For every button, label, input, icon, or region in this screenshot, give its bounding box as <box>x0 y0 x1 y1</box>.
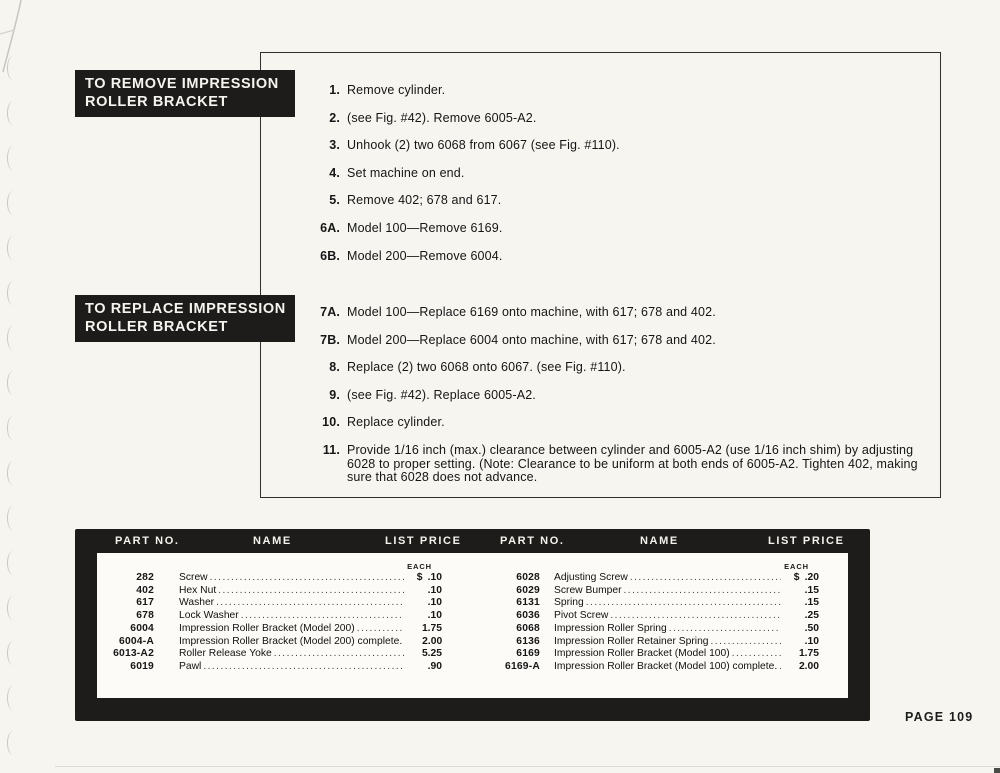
steps-remove <box>306 84 928 277</box>
part-price: .10 <box>804 635 819 647</box>
step-text: Model 100—Replace 6169 onto machine, with 617; 678 and 402. <box>347 305 716 319</box>
corner-curl-crease <box>0 0 40 90</box>
part-price: 1.75 <box>798 648 819 660</box>
part-row <box>492 648 819 661</box>
part-number: 6004 <box>130 622 154 634</box>
part-price: .50 <box>804 622 819 634</box>
step-number: 7A. <box>320 305 340 319</box>
part-number: 617 <box>136 597 154 609</box>
step-text: (see Fig. #42). Remove 6005-A2. <box>347 110 537 125</box>
part-row <box>99 572 442 585</box>
step-number: 10. <box>322 415 340 430</box>
dot-leader <box>610 610 781 623</box>
part-name: Roller Release Yoke <box>179 648 272 660</box>
part-number: 6019 <box>130 660 154 672</box>
part-price: .10 <box>427 584 442 596</box>
part-price: 1.75 <box>421 622 442 634</box>
parts-rows-right <box>492 572 819 674</box>
dot-leader <box>586 597 781 610</box>
column-header-name: NAME <box>640 535 679 547</box>
dot-leader <box>274 648 404 661</box>
step-number: 6B. <box>320 248 340 263</box>
binding-hole-mark <box>7 596 17 620</box>
step-number: 11. <box>322 442 340 457</box>
binding-hole-mark <box>7 236 17 260</box>
step-item <box>306 139 928 153</box>
step-item <box>306 361 928 375</box>
step-number: 1. <box>329 83 340 97</box>
part-number: 6013-A2 <box>113 648 154 660</box>
steps-replace <box>306 306 928 499</box>
step-number: 2. <box>329 110 340 125</box>
step-item <box>306 334 928 348</box>
step-text: Model 100—Remove 6169. <box>347 220 503 235</box>
part-row <box>99 648 442 661</box>
step-number: 8. <box>329 360 340 375</box>
part-row <box>492 623 819 636</box>
dot-leader <box>624 585 781 598</box>
heading-line-2: ROLLER BRACKET <box>85 93 228 110</box>
part-number: 678 <box>136 610 154 622</box>
part-price: .10 <box>427 610 442 622</box>
part-row <box>99 597 442 610</box>
step-item <box>306 194 928 208</box>
heading-line-1: TO REPLACE IMPRESSION <box>85 301 286 317</box>
part-row <box>492 585 819 598</box>
step-text: Replace (2) two 6068 onto 6067. (see Fig. #110). <box>347 360 626 375</box>
part-row <box>492 661 819 674</box>
scan-corner-mark <box>994 768 1000 773</box>
step-text: Model 200—Remove 6004. <box>347 248 503 263</box>
part-row <box>99 610 442 623</box>
step-item <box>306 84 928 98</box>
part-row <box>492 572 819 585</box>
part-price: 2.00 <box>422 635 443 647</box>
column-header-part-no: PART NO. <box>500 535 565 547</box>
scan-edge-line <box>55 766 1000 767</box>
part-name: Adjusting Screw <box>554 572 628 583</box>
step-text: Remove cylinder. <box>347 83 446 97</box>
section-heading-replace <box>75 295 295 342</box>
parts-column-left <box>99 562 442 674</box>
part-name: Impression Roller Bracket (Model 200) complete. <box>179 635 403 647</box>
binding-hole-mark <box>7 731 17 755</box>
part-name: Lock Washer <box>179 610 239 622</box>
step-number: 3. <box>329 138 340 153</box>
part-price: .25 <box>804 610 819 622</box>
part-number: 6131 <box>516 597 540 609</box>
page-number: PAGE 109 <box>905 710 974 724</box>
binding-hole-mark <box>7 506 17 530</box>
part-number: 6136 <box>516 635 540 647</box>
binding-hole-mark <box>7 191 17 215</box>
part-price: .10 <box>427 597 442 609</box>
step-text: Replace cylinder. <box>347 415 445 430</box>
part-number: 6029 <box>516 584 540 596</box>
step-item <box>306 444 928 485</box>
step-number: 6A. <box>320 220 340 235</box>
dot-leader <box>218 585 404 598</box>
step-text: Unhook (2) two 6068 from 6067 (see Fig. #110). <box>347 138 620 153</box>
section-heading-remove <box>75 70 295 117</box>
binding-hole-mark <box>7 416 17 440</box>
column-header-list-price: LIST PRICE <box>768 535 845 547</box>
part-name: Screw Bumper <box>554 584 622 596</box>
part-number: 282 <box>136 572 154 583</box>
each-label: EACH <box>407 562 432 571</box>
part-name: Impression Roller Retainer Spring <box>554 635 709 647</box>
binding-hole-mark <box>7 461 17 485</box>
dot-leader <box>711 636 781 649</box>
binding-hole-mark <box>7 146 17 170</box>
step-number: 7B. <box>320 332 340 347</box>
part-row <box>99 636 442 649</box>
binding-hole-mark <box>7 551 17 575</box>
part-name: Pivot Screw <box>554 610 609 622</box>
binding-hole-mark <box>7 371 17 395</box>
part-number: 6036 <box>516 610 540 622</box>
dot-leader <box>210 572 404 585</box>
part-name: Spring <box>554 597 584 609</box>
part-price: $ .10 <box>416 572 442 583</box>
part-price: .15 <box>804 597 819 609</box>
part-name: Impression Roller Bracket (Model 100) complete. <box>554 660 778 672</box>
part-row <box>492 636 819 649</box>
part-name: Screw <box>179 572 208 583</box>
heading-line-2: ROLLER BRACKET <box>85 318 228 335</box>
step-item <box>306 416 928 430</box>
part-price: 5.25 <box>421 648 442 660</box>
part-row <box>99 585 442 598</box>
step-item <box>306 250 928 264</box>
dot-leader <box>779 661 781 674</box>
column-header-list-price: LIST PRICE <box>385 535 462 547</box>
step-item <box>306 112 928 126</box>
part-name: Hex Nut <box>179 584 217 596</box>
part-name: Impression Roller Bracket (Model 200) <box>179 622 355 634</box>
dot-leader <box>241 610 404 623</box>
part-number: 6169-A <box>505 660 540 672</box>
binding-hole-mark <box>7 641 17 665</box>
binding-hole-mark <box>7 326 17 350</box>
column-header-name: NAME <box>253 535 292 547</box>
part-row <box>492 597 819 610</box>
part-name: Impression Roller Bracket (Model 100) <box>554 648 730 660</box>
column-header-part-no: PART NO. <box>115 535 180 547</box>
parts-column-right <box>492 562 819 674</box>
step-text: Model 200—Replace 6004 onto machine, with 617; 678 and 402. <box>347 332 716 347</box>
dot-leader <box>203 661 404 674</box>
parts-rows-left <box>99 572 442 674</box>
part-row <box>492 610 819 623</box>
step-text: Remove 402; 678 and 617. <box>347 193 502 208</box>
dot-leader <box>669 623 781 636</box>
binding-hole-mark <box>7 101 17 125</box>
binding-hole-mark <box>7 686 17 710</box>
part-price: 2.00 <box>798 660 819 672</box>
part-number: 6169 <box>516 648 540 660</box>
part-price: $ .20 <box>793 572 819 583</box>
dot-leader <box>630 572 781 585</box>
each-label: EACH <box>784 562 809 571</box>
step-item <box>306 222 928 236</box>
parts-price-table <box>75 529 870 721</box>
step-text: Set machine on end. <box>347 165 465 180</box>
step-item <box>306 389 928 403</box>
step-text: Provide 1/16 inch (max.) clearance between cylinder and 6005-A2 (use 1/16 inch shim) by adjusting 6028 to proper setting. (Note: Clearance to be uniform at both ends of 6005-A2. Tighten 402, making sure that 6028 does not advance. <box>347 442 918 485</box>
dot-leader <box>357 623 404 636</box>
step-number: 5. <box>329 193 340 208</box>
part-price: .90 <box>427 660 442 672</box>
heading-line-1: TO REMOVE IMPRESSION <box>85 76 279 92</box>
part-price: .15 <box>804 584 819 596</box>
part-name: Pawl <box>179 660 202 672</box>
dot-leader <box>732 648 781 661</box>
part-name: Impression Roller Spring <box>554 622 667 634</box>
step-item <box>306 306 928 320</box>
part-name: Washer <box>179 597 215 609</box>
part-number: 6068 <box>516 622 540 634</box>
step-number: 4. <box>329 165 340 180</box>
step-number: 9. <box>329 387 340 402</box>
part-number: 6004-A <box>119 635 154 647</box>
step-item <box>306 167 928 181</box>
binding-hole-mark <box>7 281 17 305</box>
part-row <box>99 623 442 636</box>
dot-leader <box>216 597 404 610</box>
step-text: (see Fig. #42). Replace 6005-A2. <box>347 387 536 402</box>
table-body-panel <box>97 553 848 698</box>
part-number: 6028 <box>516 572 540 583</box>
part-row <box>99 661 442 674</box>
part-number: 402 <box>136 584 154 596</box>
